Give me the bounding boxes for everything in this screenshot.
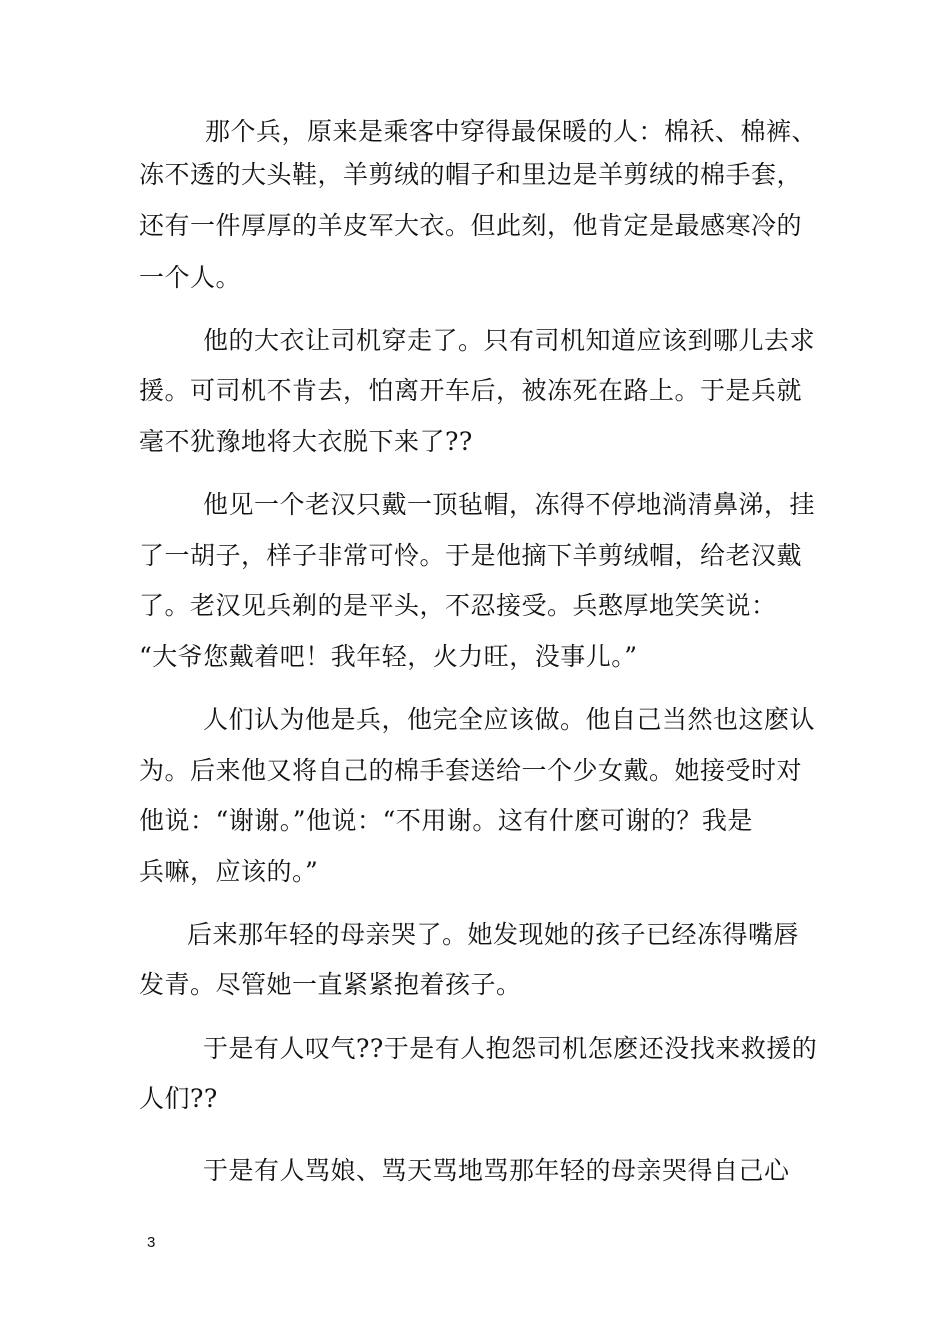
paragraph-3-line-3: 了。老汉见兵剃的是平头，不忍接受。兵憨厚地笑笑说： <box>139 591 777 620</box>
paragraph-2-line-3: 毫不犹豫地将大衣脱下来了?? <box>139 427 473 456</box>
paragraph-3-line-4: “大爷您戴着吧！我年轻，火力旺，没事儿。” <box>139 642 638 671</box>
paragraph-2-line-2: 援。可司机不肯去，怕离开车后，被冻死在路上。于是兵就 <box>139 376 803 405</box>
paragraph-1-line-1: 那个兵，原来是乘客中穿得最保暖的人：棉袄、棉裤、 <box>205 117 818 146</box>
paragraph-4-line-2: 为。后来他又将自己的棉手套送给一个少女戴。她接受时对 <box>139 756 803 785</box>
paragraph-5-line-1: 后来那年轻的母亲哭了。她发现她的孩子已经冻得嘴唇 <box>187 920 800 949</box>
paragraph-5-line-2: 发青。尽管她一直紧紧抱着孩子。 <box>139 970 522 999</box>
paragraph-4-line-3: 他说：“谢谢。”他说：“不用谢。这有什麽可谢的？我是 <box>139 806 753 835</box>
paragraph-1-line-3: 还有一件厚厚的羊皮军大衣。但此刻，他肯定是最感寒冷的 <box>139 211 803 240</box>
paragraph-1-line-4: 一个人。 <box>139 263 242 292</box>
paragraph-2-line-1: 他的大衣让司机穿走了。只有司机知道应该到哪儿去求 <box>203 326 816 355</box>
paragraph-3-line-1: 他见一个老汉只戴一顶毡帽，冻得不停地淌清鼻涕，挂 <box>203 490 816 519</box>
paragraph-6-line-1: 于是有人叹气??于是有人抱怨司机怎麽还没找来救援的 <box>203 1034 818 1063</box>
paragraph-3-line-2: 了一胡子，样子非常可怜。于是他摘下羊剪绒帽，给老汉戴 <box>139 541 803 570</box>
paragraph-7-line-1: 于是有人骂娘、骂天骂地骂那年轻的母亲哭得自己心 <box>203 1156 790 1185</box>
paragraph-1-line-2: 冻不透的大头鞋，羊剪绒的帽子和里边是羊剪绒的棉手套， <box>139 160 803 189</box>
page-number: 3 <box>147 1234 156 1251</box>
paragraph-4-line-4: 兵嘛，应该的。” <box>139 857 319 886</box>
paragraph-6-line-2: 人们?? <box>139 1084 218 1113</box>
paragraph-4-line-1: 人们认为他是兵，他完全应该做。他自己当然也这麽认 <box>203 705 816 734</box>
